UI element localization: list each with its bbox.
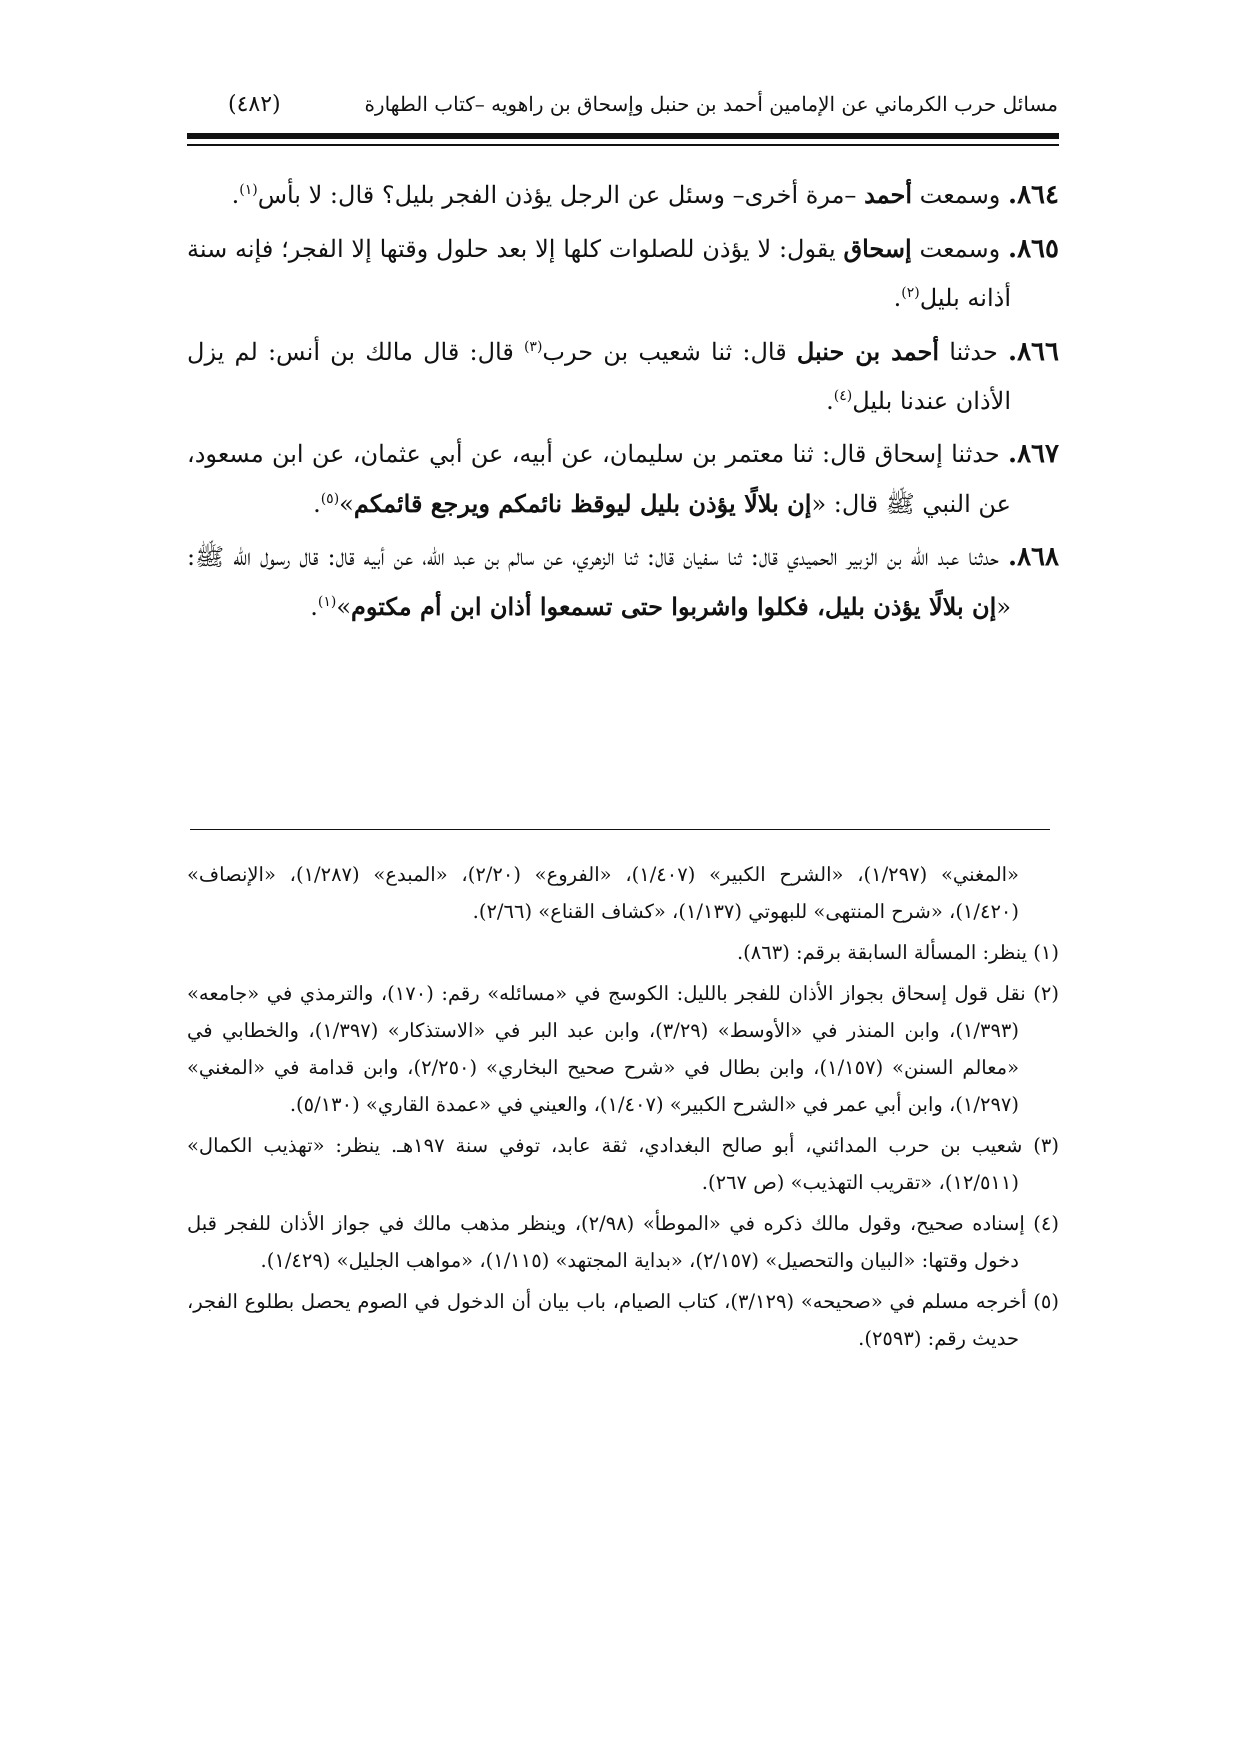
footnote-ref: (١)	[239, 182, 258, 198]
text-run: وسمعت	[912, 181, 1009, 209]
main-text	[187, 170, 1059, 636]
footnote-ref: (١)	[317, 594, 337, 610]
issue-868	[187, 533, 1059, 632]
footnote-5: (٥) أخرجه مسلم في «صحيحه» (٣/١٢٩)، كتاب الصيام، باب بيان أن الدخول في الصوم يحصل بطلوع الفجر، حديث رقم: (٢٥٩٣).	[187, 1290, 1060, 1350]
narrator-name: أحمد بن حنبل	[796, 337, 940, 366]
footnote-2: (٢) نقل قول إسحاق بجواز الأذان للفجر بالليل: الكوسج في «مسائله» رقم: (١٧٠)، والترمذي في «جامعه» (١/٣٩٣)، وابن المنذر في «الأوسط» (٣/٢٩)، وابن عبد البر في «الاستذكار» (١/٣٩٧)، والخطابي في «معالم السنن» (١/١٥٧)، وابن بطال في «شرح صحيح البخاري» (٢/٢٥٠)، وابن قدامة في «المغني» (١/٢٩٧)، وابن أبي عمر في «الشرح الكبير» (١/٤٠٧)، والعيني في «عمدة القاري» (٥/١٣٠).	[187, 982, 1059, 1116]
issue-number: ٨٦٥.	[1008, 234, 1059, 264]
header-rule-thin	[187, 144, 1059, 146]
issue-866	[187, 327, 1059, 426]
footnotes	[187, 856, 1059, 1361]
issue-865	[187, 224, 1059, 323]
text-run: يقول: لا يؤذن للصلوات كلها إلا بعد حلول وقتها إلا الفجر؛ فإنه سنة أذانه بليل	[187, 235, 1011, 312]
text-run: .	[313, 490, 321, 518]
running-header	[228, 84, 1058, 124]
footnote-separator	[190, 829, 1050, 830]
footnote-ref: (٣)	[523, 339, 543, 355]
text-run: »	[339, 490, 354, 518]
running-title: مسائل حرب الكرماني عن الإمامين أحمد بن حنبل وإسحاق بن راهويه –كتاب الطهارة	[364, 92, 1058, 116]
footnote-ref: (٥)	[320, 491, 340, 507]
text-run: –مرة أخرى– وسئل عن الرجل يؤذن الفجر بليل؟ قال: لا بأس	[257, 181, 865, 209]
text-run: قال: قال مالك بن أنس: لم يزل الأذان عندنا بليل	[187, 338, 1011, 415]
text-run: .	[893, 284, 902, 312]
text-run: قال: ثنا شعيب بن حرب	[542, 338, 797, 366]
footnote-continuation: «المغني» (١/٢٩٧)، «الشرح الكبير» (١/٤٠٧)، «الفروع» (٢/٢٠)، «المبدع» (١/٢٨٧)، «الإنصاف» (١/٤٢٠)، «شرح المنتهى» للبهوتي (١/١٣٧)، «كشاف القناع» (٢/٦٦).	[187, 863, 1019, 923]
issue-number: ٨٦٨.	[1008, 542, 1059, 572]
footnote-1: (١) ينظر: المسألة السابقة برقم: (٨٦٣).	[736, 941, 1059, 964]
text-run: حدثنا	[939, 338, 1009, 366]
text-run: .	[826, 387, 834, 415]
issue-number: ٨٦٦.	[1008, 337, 1059, 367]
header-rule-thick	[187, 133, 1059, 139]
text-run: حدثنا عبد الله بن الزبير الحميدي قال: ثنا سفيان قال: ثنا الزهري، عن سالم بن عبد الله، عن أبيه قال: قال رسول الله ﷺ: «	[187, 543, 1011, 621]
issue-number: ٨٦٤.	[1008, 180, 1059, 210]
page-number: (٤٨٢)	[228, 91, 281, 117]
issue-864	[187, 170, 1059, 220]
footnote-3: (٣) شعيب بن حرب المدائني، أبو صالح البغدادي، ثقة عابد، توفي سنة ١٩٧هـ. ينظر: «تهذيب الكمال» (١٢/٥١١)، «تقريب التهذيب» (ص ٢٦٧).	[187, 1134, 1059, 1194]
text-run: وسمعت	[911, 235, 1009, 263]
text-run: .	[231, 181, 240, 209]
text-run: .	[310, 593, 318, 621]
text-run: »	[336, 593, 352, 621]
text-run: حدثنا إسحاق قال: ثنا معتمر بن سليمان، عن أبيه، عن أبي عثمان، عن ابن مسعود، عن النبي ﷺ قال: «	[187, 440, 1011, 518]
hadith-text: إن بلالًا يؤذن بليل، فكلوا واشربوا حتى تسمعوا أذان ابن أم مكتوم	[351, 592, 997, 621]
footnote-ref: (٤)	[833, 388, 853, 404]
footnote-4: (٤) إسناده صحيح، وقول مالك ذكره في «الموطأ» (٢/٩٨)، وينظر مذهب مالك في جواز الأذان للفجر قبل دخول وقتها: «البيان والتحصيل» (٢/١٥٧)، «بداية المجتهد» (١/١١٥)، «مواهب الجليل» (١/٤٢٩).	[187, 1212, 1059, 1272]
narrator-name: إسحاق	[843, 234, 912, 263]
footnote-ref: (٢)	[901, 285, 920, 301]
issue-867	[187, 430, 1059, 529]
narrator-name: أحمد	[864, 180, 913, 209]
issue-number: ٨٦٧.	[1008, 439, 1059, 469]
hadith-text: إن بلالًا يؤذن بليل ليوقظ نائمكم ويرجع قائمكم	[353, 489, 812, 518]
